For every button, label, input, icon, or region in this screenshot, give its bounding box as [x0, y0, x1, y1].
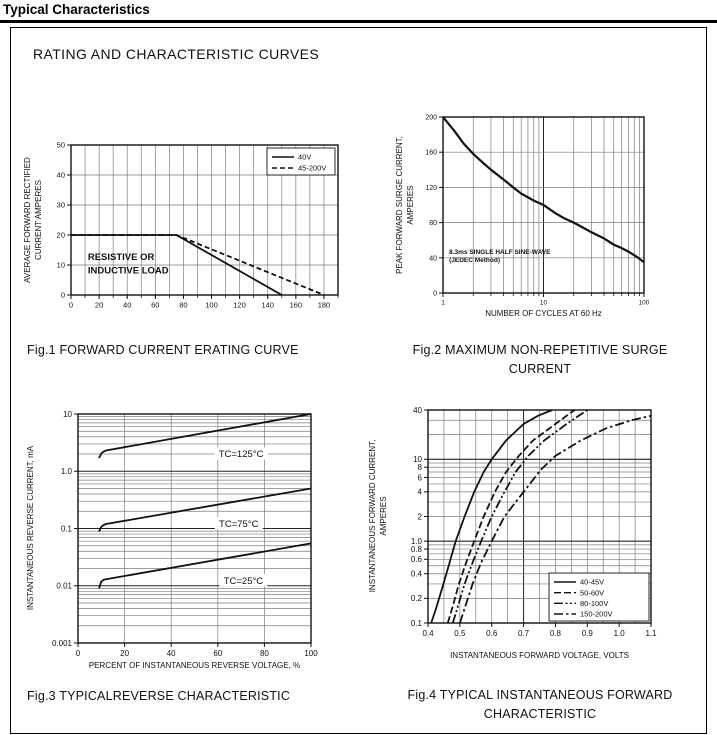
svg-text:40V: 40V	[298, 152, 312, 162]
svg-text:40: 40	[123, 300, 132, 310]
svg-text:0.4: 0.4	[410, 569, 422, 579]
svg-text:40: 40	[56, 170, 65, 180]
fig4-forward-chart	[365, 393, 705, 663]
svg-text:10: 10	[63, 409, 72, 419]
fig2-caption	[390, 341, 690, 379]
svg-text:TC=25°C: TC=25°C	[223, 576, 264, 588]
svg-text:140: 140	[261, 300, 274, 310]
svg-text:NUMBER OF CYCLES AT 60 Hz: NUMBER OF CYCLES AT 60 Hz	[485, 309, 602, 318]
svg-text:30: 30	[56, 200, 65, 210]
svg-text:AMPERES: AMPERES	[379, 496, 388, 536]
svg-text:0.8: 0.8	[549, 629, 561, 638]
svg-text:PERCENT OF INSTANTANEOUS REVER: PERCENT OF INSTANTANEOUS REVERSE VOLTAGE, %	[88, 661, 301, 670]
svg-text:45-200V: 45-200V	[298, 163, 327, 173]
fig4-caption-line1: Fig.4 TYPICAL INSTANTANEOUS FORWARD	[407, 688, 673, 702]
svg-text:0.9: 0.9	[581, 629, 593, 638]
svg-text:1.0: 1.0	[410, 537, 422, 547]
svg-text:0.6: 0.6	[486, 629, 498, 638]
fig2-caption-line2: CURRENT	[508, 362, 572, 376]
section-heading: RATING AND CHARACTERISTIC CURVES	[33, 46, 320, 62]
svg-text:180: 180	[317, 300, 331, 310]
svg-text:1.0: 1.0	[60, 467, 72, 477]
svg-text:20: 20	[56, 230, 65, 240]
page-title: Typical Characteristics	[3, 2, 150, 17]
svg-text:8: 8	[417, 463, 422, 473]
svg-text:60: 60	[213, 649, 223, 658]
svg-text:160: 160	[289, 300, 303, 310]
svg-text:0.001: 0.001	[51, 638, 72, 648]
svg-text:0: 0	[60, 290, 65, 300]
svg-text:80-100V: 80-100V	[580, 598, 609, 608]
svg-text:0.5: 0.5	[454, 629, 466, 638]
svg-text:INSTANTANEOUS FORWARD VOLTAGE,: INSTANTANEOUS FORWARD VOLTAGE, VOLTS	[450, 651, 629, 660]
svg-text:INSTANTANEOUS FORWARD CURRENT,: INSTANTANEOUS FORWARD CURRENT,	[368, 439, 377, 593]
svg-text:0.8: 0.8	[410, 544, 422, 554]
fig2-surge-chart	[370, 98, 690, 323]
svg-text:150-200V: 150-200V	[580, 609, 613, 619]
svg-text:40-45V: 40-45V	[580, 577, 605, 587]
svg-text:120: 120	[425, 184, 437, 192]
svg-text:8.3ms SINGLE HALF SINE-WAVE: 8.3ms SINGLE HALF SINE-WAVE	[449, 248, 551, 256]
svg-text:1.1: 1.1	[645, 629, 657, 638]
svg-text:40: 40	[429, 255, 437, 263]
svg-text:AMPERES: AMPERES	[406, 185, 415, 225]
svg-text:80: 80	[429, 220, 437, 228]
svg-text:AVERAGE FORWARD RECTIFIED: AVERAGE FORWARD RECTIFIED	[23, 157, 32, 283]
svg-text:0.1: 0.1	[60, 524, 72, 534]
svg-text:50-60V: 50-60V	[580, 588, 605, 598]
fig1-caption	[27, 341, 299, 360]
svg-text:50: 50	[56, 140, 65, 150]
svg-text:80: 80	[259, 649, 269, 658]
svg-text:0.4: 0.4	[422, 629, 434, 638]
svg-text:20: 20	[120, 649, 130, 658]
svg-text:0.1: 0.1	[410, 618, 422, 628]
svg-text:100: 100	[304, 649, 318, 658]
svg-text:2: 2	[417, 512, 422, 522]
fig4-caption	[390, 686, 690, 724]
svg-text:40: 40	[413, 405, 422, 415]
svg-text:PEAK FORWARD SURGE CURRENT,: PEAK FORWARD SURGE CURRENT,	[395, 136, 404, 274]
svg-text:1: 1	[441, 299, 445, 307]
svg-text:10: 10	[56, 260, 65, 270]
svg-text:0.2: 0.2	[410, 594, 422, 604]
svg-text:CURRENT AMPERES: CURRENT AMPERES	[34, 180, 43, 260]
svg-text:160: 160	[425, 149, 437, 157]
svg-text:TC=125°C: TC=125°C	[218, 449, 264, 461]
svg-text:0: 0	[68, 300, 74, 310]
svg-text:60: 60	[151, 300, 160, 310]
fig4-caption-line2: CHARACTERISTIC	[483, 707, 597, 721]
svg-text:6: 6	[417, 473, 422, 483]
fig3-caption	[27, 687, 290, 706]
svg-text:4: 4	[417, 487, 422, 497]
fig1-caption-line: Fig.1 FORWARD CURRENT ERATING CURVE	[27, 343, 299, 357]
svg-text:200: 200	[425, 114, 437, 122]
svg-text:1.0: 1.0	[613, 629, 625, 638]
fig3-reverse-chart	[15, 398, 355, 676]
svg-text:(JEDEC Method): (JEDEC Method)	[449, 256, 501, 264]
svg-text:0.01: 0.01	[56, 581, 72, 591]
svg-text:0.7: 0.7	[518, 629, 530, 638]
svg-text:INDUCTIVE LOAD: INDUCTIVE LOAD	[87, 265, 169, 277]
svg-text:10: 10	[539, 299, 548, 307]
svg-text:0: 0	[433, 290, 437, 298]
svg-text:0.6: 0.6	[410, 555, 422, 565]
svg-text:RESISTIVE OR: RESISTIVE OR	[87, 251, 155, 263]
svg-text:0: 0	[75, 649, 81, 658]
svg-text:10: 10	[413, 455, 422, 465]
svg-text:100: 100	[205, 300, 218, 310]
fig1-derating-chart	[20, 125, 350, 320]
svg-text:INSTANTANEOUS REVERSE CURRENT,: INSTANTANEOUS REVERSE CURRENT, mA	[26, 445, 35, 611]
fig2-caption-line1: Fig.2 MAXIMUM NON-REPETITIVE SURGE	[412, 343, 668, 357]
svg-text:40: 40	[166, 649, 176, 658]
svg-text:100: 100	[638, 299, 650, 307]
svg-text:80: 80	[179, 300, 188, 310]
title-underline	[0, 20, 717, 23]
fig3-caption-line: Fig.3 TYPICALREVERSE CHARACTERISTIC	[27, 689, 291, 703]
svg-text:120: 120	[233, 300, 246, 310]
svg-text:20: 20	[94, 300, 104, 310]
svg-text:TC=75°C: TC=75°C	[219, 518, 259, 530]
